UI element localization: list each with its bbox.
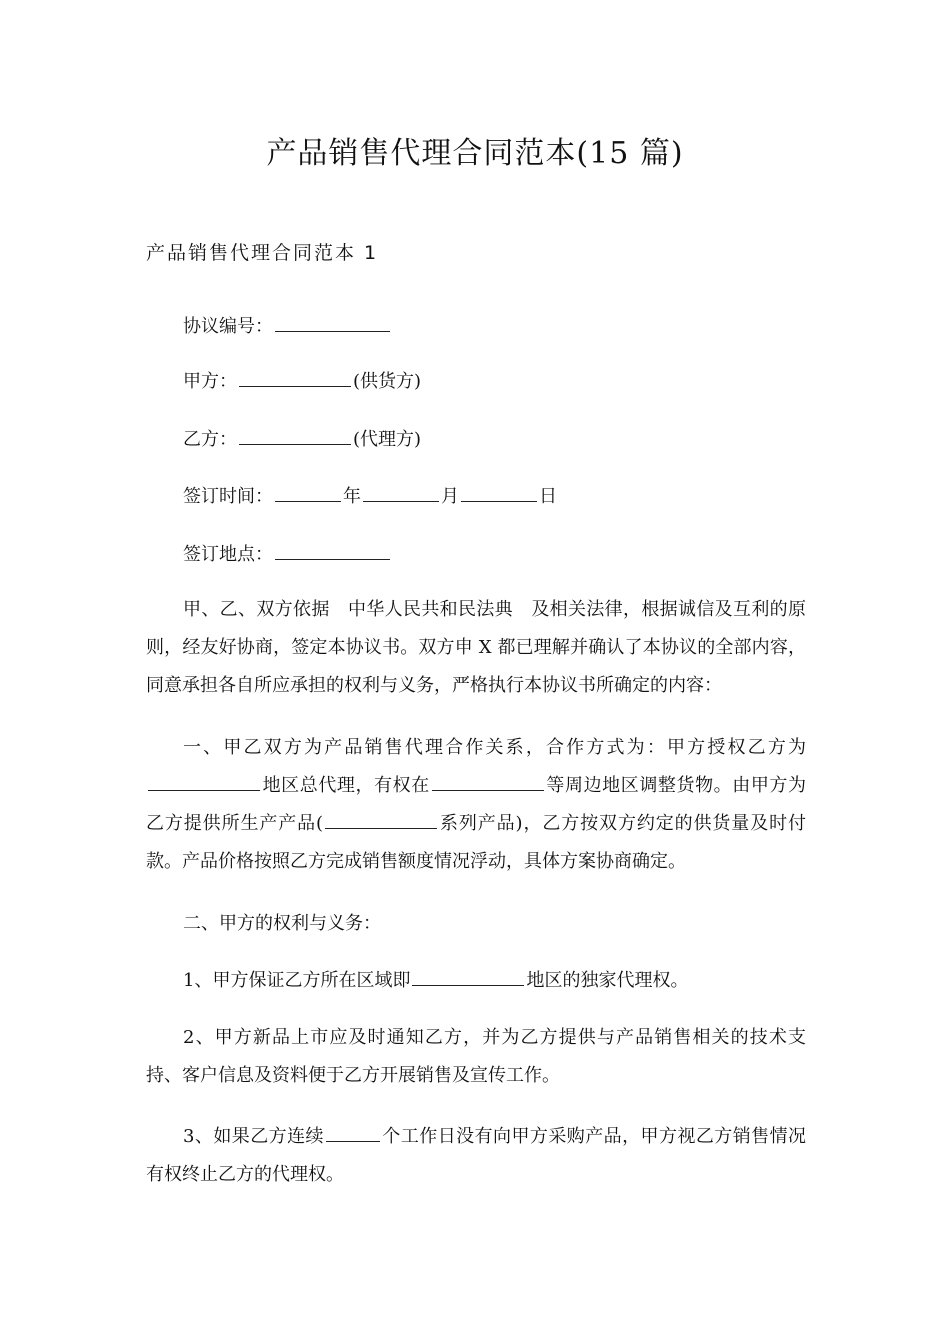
clause-1-text-2: 地区总代理，有权在 [262, 775, 430, 796]
party-b-label: 乙方： [183, 429, 237, 450]
clause-1-text-4: 系列产品)，乙方按双方约定的供货量及时付款。产品价格按照乙方完成销售额度情况浮动，具体方案协商确定。 [146, 813, 806, 872]
party-b-role: (代理方) [353, 429, 422, 450]
year-label: 年 [343, 486, 361, 507]
party-b-line [183, 421, 806, 459]
month-label: 月 [441, 486, 459, 507]
item-3-paragraph [146, 1118, 806, 1194]
item-2-paragraph: 2、甲方新品上市应及时通知乙方，并为乙方提供与产品销售相关的技术支持、客户信息及资料便于乙方开展销售及宣传工作。 [146, 1027, 806, 1086]
clause-1-paragraph [146, 729, 806, 881]
clause-2-heading: 二、甲方的权利与义务： [183, 913, 381, 934]
item-3-text-1: 3、如果乙方连续 [183, 1126, 324, 1147]
clause-1-text-1: 一、甲乙双方为产品销售代理合作关系，合作方式为：甲方授权乙方为 [183, 737, 806, 758]
sign-place-blank [275, 541, 390, 560]
clause-1-text-3: 等周边地区调整货物。由甲方为乙方提供所生产产品( [146, 775, 807, 834]
party-a-blank [239, 368, 351, 387]
clause-1-product-blank [325, 810, 437, 829]
party-a-role: (供货方) [353, 371, 422, 392]
item-1-region-blank [412, 967, 524, 986]
sign-time-line [183, 478, 806, 516]
document-title: 产品销售代理合同范本(15 篇) [266, 136, 684, 171]
item-3-text-2: 个工作日没有向甲方采购产品，甲方视乙方销售情况有权终止乙方的代理权。 [146, 1126, 807, 1185]
item-1-text-2: 地区的独家代理权。 [526, 970, 689, 991]
agreement-number-label: 协议编号： [183, 316, 273, 337]
intro-paragraph: 甲、乙、双方依据 中华人民共和民法典 及相关法律，根据诚信及互利的原则，经友好协商，签定本协议书。双方申 X 都已理解并确认了本协议的全部内容，同意承担各自所应承担的权利与义务，严格执行本协议书所确定的内容： [146, 599, 806, 696]
day-label: 日 [539, 486, 557, 507]
party-a-label: 甲方： [183, 371, 237, 392]
sign-time-label: 签订时间： [183, 486, 273, 507]
sign-place-line [183, 536, 806, 574]
year-blank [275, 483, 341, 502]
agreement-number-line [183, 308, 806, 346]
item-1-text-1: 1、甲方保证乙方所在区域即 [183, 970, 411, 991]
section-heading: 产品销售代理合同范本 1 [146, 242, 379, 264]
item-3-days-blank [326, 1123, 380, 1142]
item-1-paragraph [146, 962, 806, 1000]
sign-place-label: 签订地点： [183, 544, 273, 565]
agreement-number-blank [275, 313, 390, 332]
clause-1-region-blank [148, 772, 260, 791]
party-a-line [183, 363, 806, 401]
month-blank [363, 483, 439, 502]
clause-1-area-blank [432, 772, 544, 791]
party-b-blank [239, 426, 351, 445]
day-blank [461, 483, 537, 502]
